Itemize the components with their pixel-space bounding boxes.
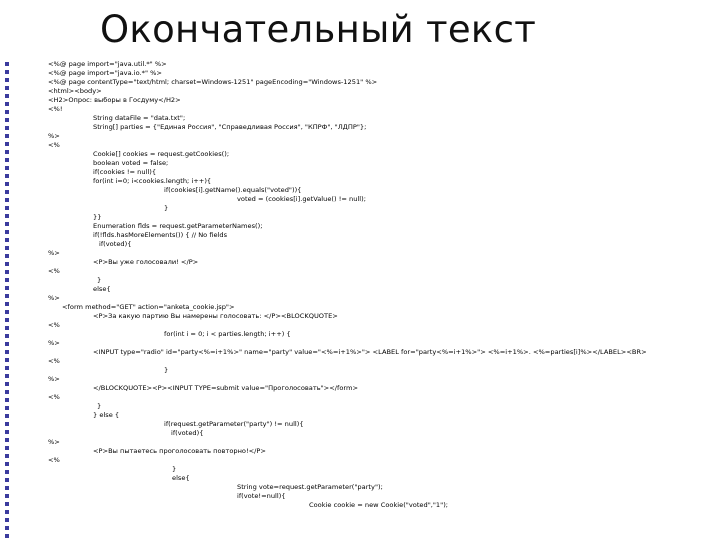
code-line: <form method="GET" action="anketa_cookie.jsp"> — [62, 303, 235, 311]
code-line: Cookie cookie = new Cookie("voted","1"); — [309, 501, 449, 509]
code-line: <% — [48, 456, 60, 464]
code-line: else{ — [172, 474, 190, 482]
code-line: </BLOCKQUOTE><P><INPUT TYPE=submit value="Проголосовать"></form> — [93, 384, 359, 392]
code-line: <P>За какую партию Вы намерены голосовать: </P><BLOCKQUOTE> — [93, 312, 338, 320]
code-line: if(voted){ — [99, 240, 132, 248]
code-line: else{ — [93, 285, 111, 293]
code-line: } — [164, 204, 169, 212]
code-line: } else { — [93, 411, 120, 419]
code-line: boolean voted = false; — [93, 159, 169, 167]
code-line: } — [172, 465, 177, 473]
code-line: voted = (cookies[i].getValue() != null); — [237, 195, 366, 203]
code-line: %> — [48, 339, 60, 347]
code-line: %> — [48, 375, 60, 383]
code-line: String vote=request.getParameter("party"); — [237, 483, 383, 491]
code-line: Enumeration flds = request.getParameterNames(); — [93, 222, 263, 230]
code-line: <% — [48, 141, 60, 149]
code-line: }} — [93, 213, 102, 221]
code-line: %> — [48, 132, 60, 140]
code-line: if(cookies != null){ — [93, 168, 157, 176]
code-line: <% — [48, 321, 60, 329]
code-line: if(cookies[i].getName().equals("voted")){ — [164, 186, 302, 194]
code-line: <%@ page import="java.io.*" %> — [48, 69, 162, 77]
code-line: if(voted){ — [171, 429, 204, 437]
code-line: if(!flds.hasMoreElements()) { // No fields — [93, 231, 228, 239]
code-line: String[] parties = {"Единая Россия", "Справедливая Россия", "КПРФ", "ЛДПР"}; — [93, 123, 367, 131]
code-line: <html><body> — [48, 87, 102, 95]
code-line: <%! — [48, 105, 63, 113]
code-line: } — [97, 276, 102, 284]
code-line: } — [164, 366, 169, 374]
code-line: %> — [48, 294, 60, 302]
code-line: <%@ page import="java.util.*" %> — [48, 60, 167, 68]
code-line: <% — [48, 357, 60, 365]
code-line: } — [97, 402, 102, 410]
code-line: if(request.getParameter("party") != null){ — [164, 420, 304, 428]
code-line: String dataFile = "data.txt"; — [93, 114, 186, 122]
code-line: <% — [48, 393, 60, 401]
code-line: for(int i=0; i<cookies.length; i++){ — [93, 177, 212, 185]
slide-title: Окончательный текст — [100, 8, 537, 51]
code-line: <P>Вы уже голосовали! </P> — [93, 258, 199, 266]
code-line: if(vote!=null){ — [237, 492, 286, 500]
code-line: %> — [48, 249, 60, 257]
code-line: <H2>Опрос: выборы в Госдуму</H2> — [48, 96, 181, 104]
code-line: for(int i = 0; i < parties.length; i++) { — [164, 330, 291, 338]
code-line: <P>Вы пытаетесь проголосовать повторно!</P> — [93, 447, 266, 455]
code-line: <%@ page contentType="text/html; charset=Windows-1251" pageEncoding="Windows-1251" %> — [48, 78, 378, 86]
code-line: <% — [48, 267, 60, 275]
code-line: <INPUT type="radio" id="party<%=i+1%>" name="party" value="<%=i+1%>"> <LABEL for="party<%=i+1%>"> <%=i+1%>. <%=parties[i]%></LABEL><BR> — [93, 348, 647, 356]
code-line: %> — [48, 438, 60, 446]
code-line: Cookie[] cookies = request.getCookies(); — [93, 150, 230, 158]
